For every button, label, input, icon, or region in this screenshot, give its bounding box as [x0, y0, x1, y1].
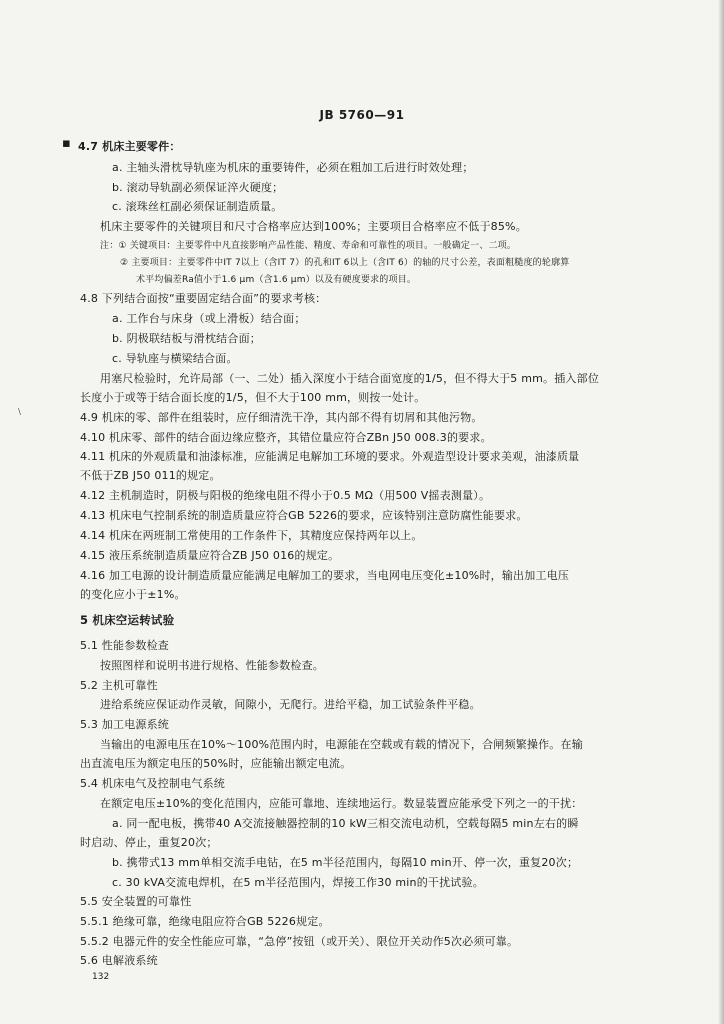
text-line: 进给系统应保证动作灵敏，间隙小，无爬行。进给平稳，加工试验条件平稳。: [100, 698, 481, 711]
text-line: b. 阴极联结板与滑枕结合面；: [112, 332, 261, 345]
text-line: 4.12 主机制造时，阴极与阳极的绝缘电阻不得小于0.5 MΩ（用500 V摇表测量）。: [80, 489, 491, 502]
text-line: 出直流电压为额定电压的50%时，应能输出额定电流。: [80, 757, 352, 770]
text-line: a. 同一配电板，携带40 A交流接触器控制的10 kW三相交流电动机，空载每隔5 min左右的瞬: [112, 817, 579, 830]
text-line: 5.1 性能参数检查: [80, 639, 169, 652]
text-line: 4.16 加工电源的设计制造质量应能满足电解加工的要求，当电网电压变化±10%时，输出加工电压: [80, 569, 570, 582]
text-line: 4.15 液压系统制造质量应符合ZB J50 016的规定。: [80, 549, 340, 562]
text-line: 5.5 安全装置的可靠性: [80, 895, 192, 908]
text-line: 5.5.1 绝缘可靠，绝缘电阻应符合GB 5226规定。: [80, 915, 330, 928]
text-line: 4.9 机床的零、部件在组装时，应仔细清洗干净，其内部不得有切屑和其他污物。: [80, 411, 483, 424]
scan-edge-shadow: [718, 0, 724, 1024]
text-line: 长度小于或等于结合面长度的1/5，但不大于100 mm，则按一处计。: [80, 391, 426, 404]
scan-tick-mark: ﹨: [14, 404, 25, 417]
text-line: 机床主要零件的关键项目和尺寸合格率应达到100%；主要项目合格率应不低于85%。: [100, 220, 527, 233]
text-line: c. 导轨座与横梁结合面。: [112, 352, 238, 365]
text-line: 5 机床空运转试验: [80, 613, 175, 627]
text-line: c. 30 kVA交流电焊机，在5 m半径范围内，焊接工作30 min的干扰试验。: [112, 876, 484, 889]
text-line: 注：① 关键项目：主要零件中凡直接影响产品性能、精度、寿命和可靠性的项目。一般确定一、二项。: [100, 241, 517, 251]
text-line: 在额定电压±10%的变化范围内，应能可靠地、连续地运行。数显装置应能承受下列之一的干扰：: [100, 797, 583, 810]
standard-code-header: JB 5760—91: [319, 108, 405, 122]
text-line: a. 工作台与床身（或上滑板）结合面；: [112, 312, 306, 325]
text-line: 4.11 机床的外观质量和油漆标准，应能满足电解加工环境的要求。外观造型设计要求美观，油漆质量: [80, 450, 580, 463]
text-line: c. 滚珠丝杠副必须保证制造质量。: [112, 200, 283, 213]
text-line: 用塞尺检验时，允许局部（一、二处）插入深度小于结合面宽度的1/5，但不得大于5 mm。插入部位: [100, 372, 600, 385]
text-line: 5.6 电解液系统: [80, 954, 158, 967]
text-line: 4.8 下列结合面按“重要固定结合面”的要求考核：: [80, 292, 327, 305]
text-line: b. 滚动导轨副必须保证淬火硬度；: [112, 181, 284, 194]
page-number: 132: [92, 972, 110, 982]
text-line: 不低于ZB J50 011的规定。: [80, 469, 221, 482]
text-line: b. 携带式13 mm单相交流手电钻，在5 m半径范围内，每隔10 min开、停一次，重复20次；: [112, 856, 579, 869]
text-line: 4.13 机床电气控制系统的制造质量应符合GB 5226的要求，应该特别注意防腐性能要求。: [80, 509, 528, 522]
text-line: 5.4 机床电气及控制电气系统: [80, 777, 225, 790]
text-line: 5.3 加工电源系统: [80, 718, 169, 731]
scan-mark: ▪: [62, 136, 71, 151]
text-line: a. 主轴头滑枕导轨座为机床的重要铸件，必须在粗加工后进行时效处理；: [112, 161, 474, 174]
text-line: 5.2 主机可靠性: [80, 679, 158, 692]
text-line: 时启动、停止，重复20次；: [80, 836, 218, 849]
text-line: 4.14 机床在两班制工常使用的工作条件下，其精度应保持两年以上。: [80, 529, 423, 542]
text-line: 4.10 机床零、部件的结合面边缘应整齐，其错位量应符合ZBn J50 008.3的要求。: [80, 431, 492, 444]
text-line: 术平均偏差Ra值小于1.6 μm（含1.6 μm）以及有硬度要求的项目。: [136, 275, 417, 285]
text-line: 5.5.2 电器元件的安全性能应可靠，“急停”按钮（或开关）、限位开关动作5次必须可靠。: [80, 935, 519, 948]
text-line: 按照图样和说明书进行规格、性能参数检查。: [100, 659, 324, 672]
text-line: 的变化应小于±1%。: [80, 588, 186, 601]
text-line: ② 主要项目：主要零件中IT 7以上（含IT 7）的孔和IT 6以上（含IT 6）的轴的尺寸公差，表面粗糙度的轮廓算: [120, 258, 570, 268]
text-line: 4.7 机床主要零件：: [78, 140, 181, 153]
text-line: 当输出的电源电压在10%～100%范围内时，电源能在空载或有载的情况下，合闸频繁操作。在输: [100, 738, 583, 751]
